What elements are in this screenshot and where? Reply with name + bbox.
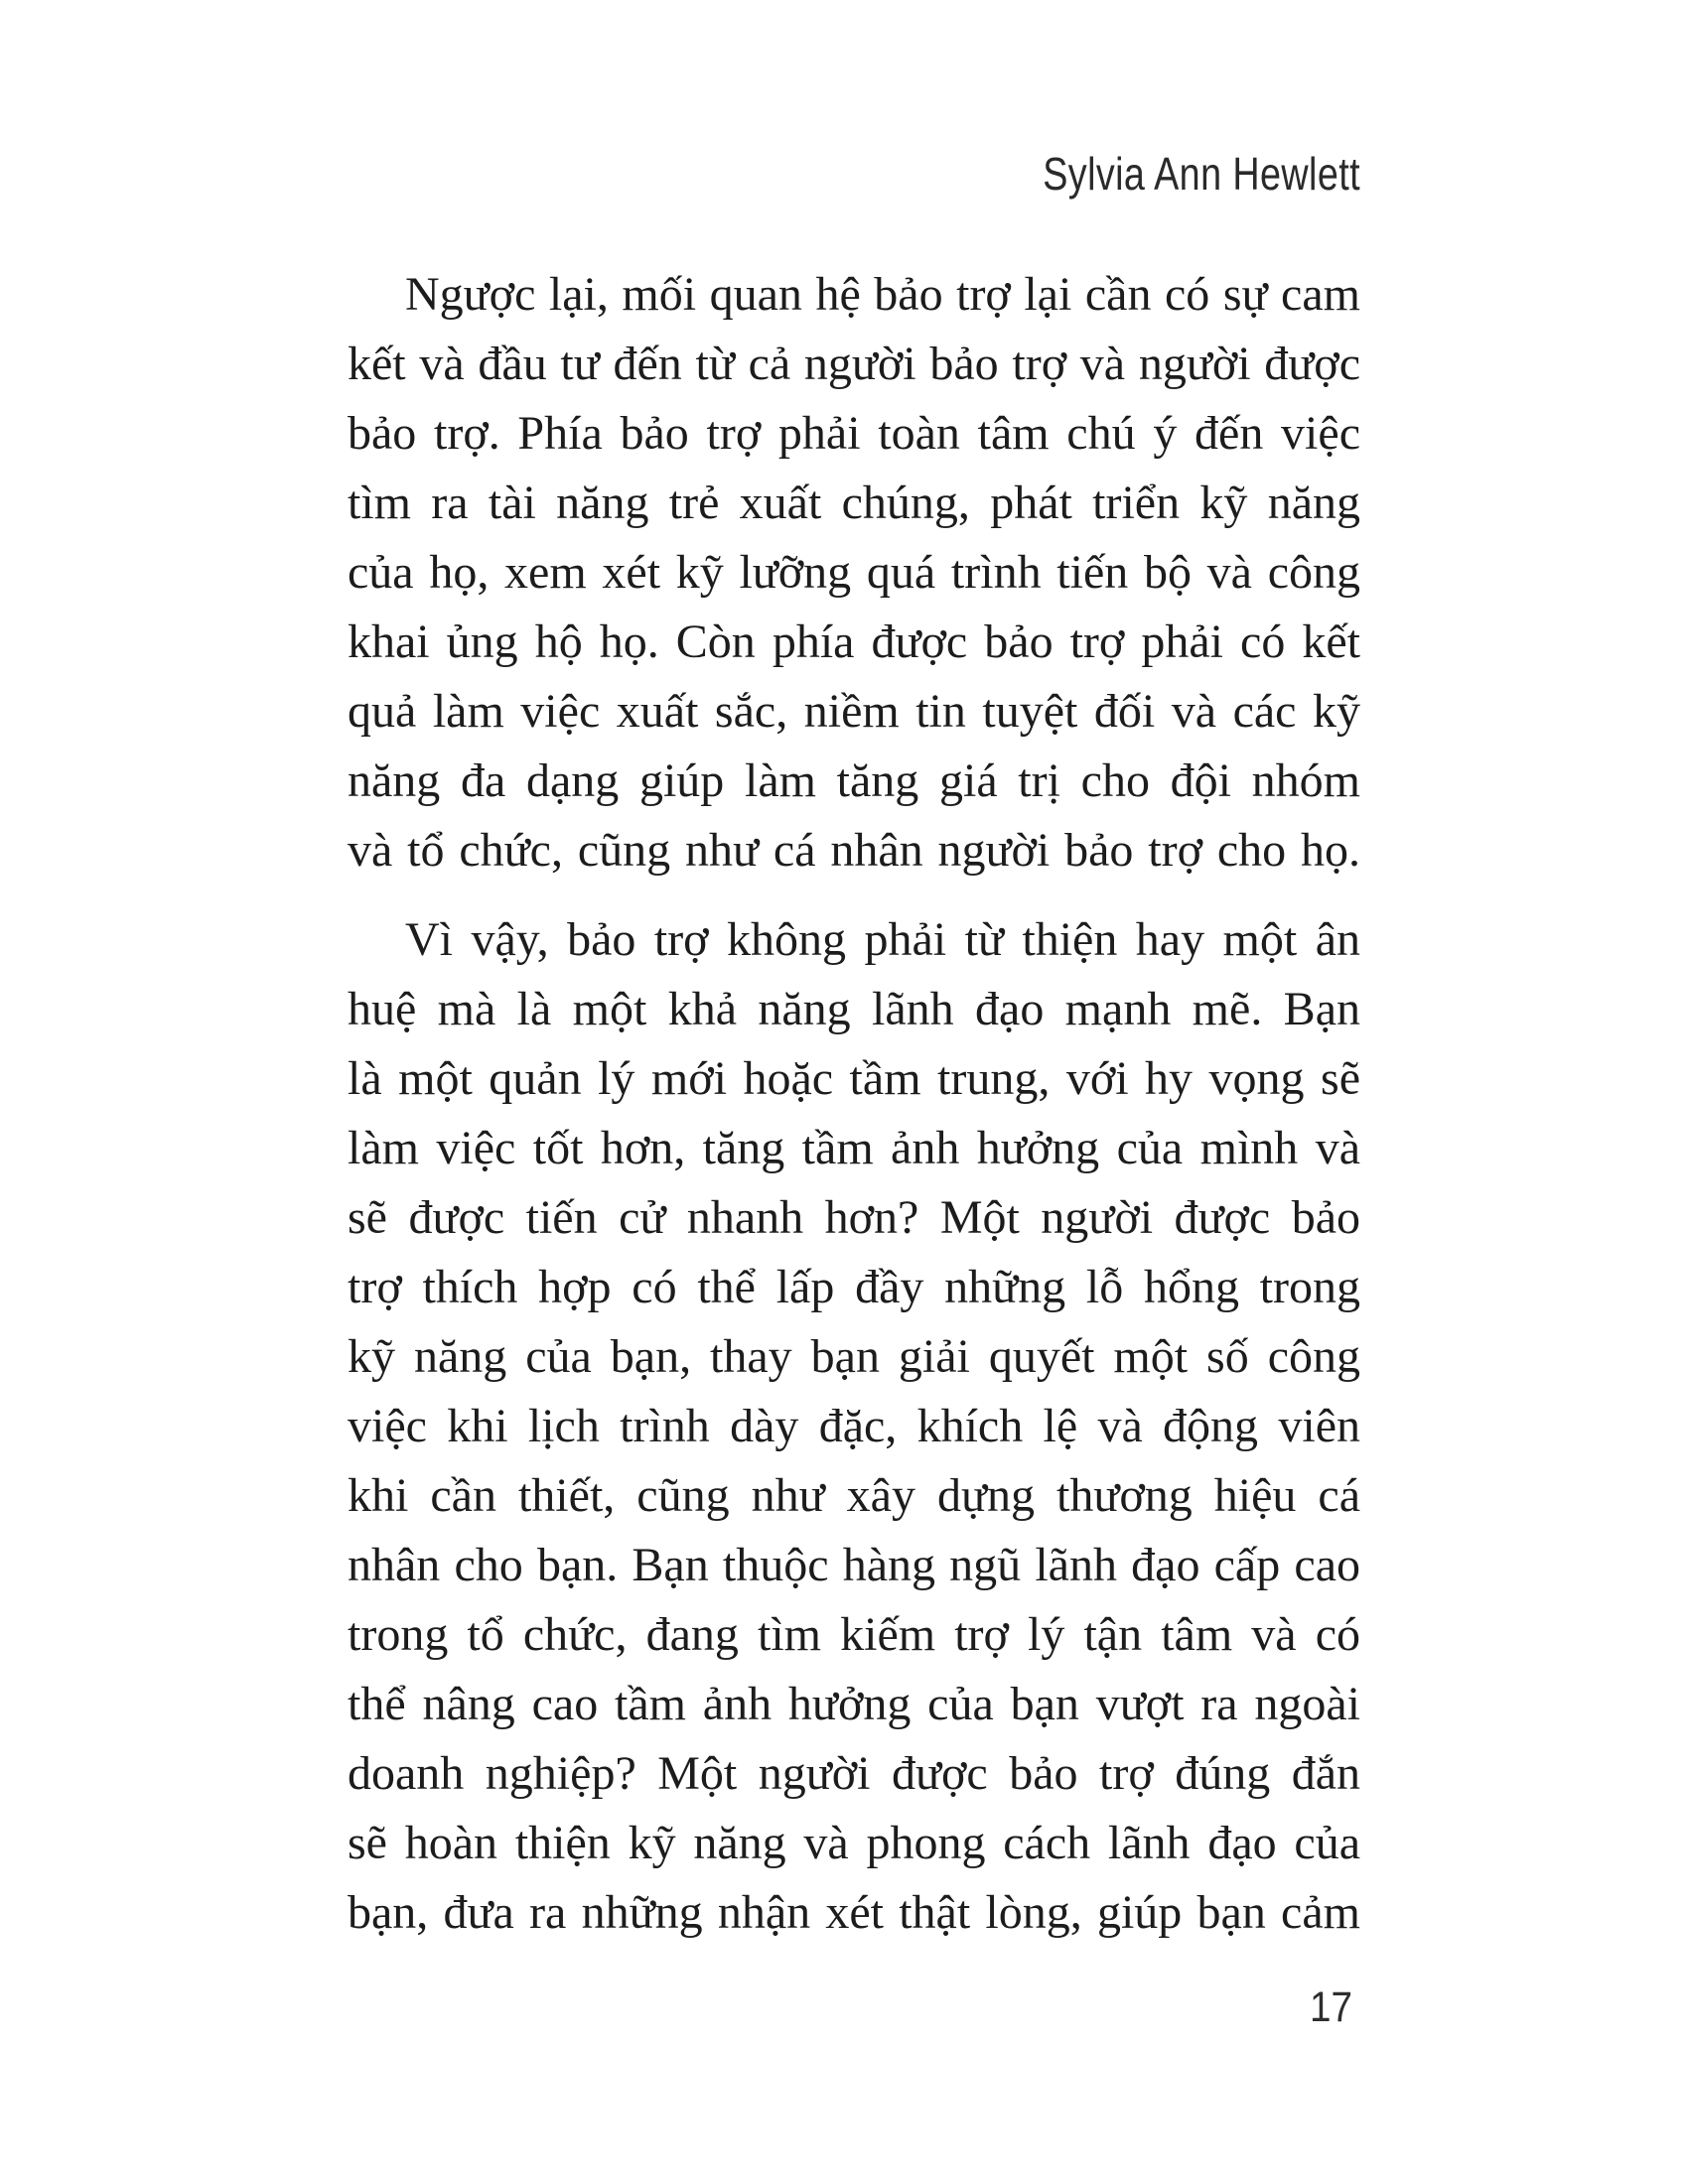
- text-line: khi cần thiết, cũng như xây dựng thương hiệu cá: [348, 1469, 1360, 1522]
- paragraph-1: [348, 260, 1360, 886]
- text-line: khai ủng hộ họ. Còn phía được bảo trợ phải có kết: [348, 615, 1360, 668]
- text-line: làm việc tốt hơn, tăng tầm ảnh hưởng của mình và: [348, 1122, 1360, 1174]
- text-line: huệ mà là một khả năng lãnh đạo mạnh mẽ. Bạn: [348, 983, 1360, 1035]
- text-line: bạn, đưa ra những nhận xét thật lòng, giúp bạn cảm: [348, 1886, 1360, 1939]
- body-text: [348, 260, 1360, 1968]
- page-number: 17: [1309, 1983, 1352, 2031]
- text-line: Ngược lại, mối quan hệ bảo trợ lại cần có sự cam: [405, 268, 1360, 321]
- text-line: thể nâng cao tầm ảnh hưởng của bạn vượt ra ngoài: [348, 1678, 1360, 1730]
- text-line: doanh nghiệp? Một người được bảo trợ đúng đắn: [348, 1747, 1360, 1800]
- text-line: nhân cho bạn. Bạn thuộc hàng ngũ lãnh đạo cấp cao: [348, 1539, 1360, 1591]
- text-line: Vì vậy, bảo trợ không phải từ thiện hay một ân: [405, 913, 1360, 966]
- text-line: trợ thích hợp có thể lấp đầy những lỗ hổng trong: [348, 1261, 1360, 1313]
- text-line: bảo trợ. Phía bảo trợ phải toàn tâm chú ý đến việc: [348, 407, 1360, 460]
- text-line: kỹ năng của bạn, thay bạn giải quyết một số công: [348, 1330, 1360, 1383]
- running-header-author: Sylvia Ann Hewlett: [1043, 148, 1360, 200]
- text-line: việc khi lịch trình dày đặc, khích lệ và động viên: [348, 1400, 1360, 1452]
- text-line: kết và đầu tư đến từ cả người bảo trợ và người được: [348, 338, 1360, 390]
- text-line: là một quản lý mới hoặc tầm trung, với hy vọng sẽ: [348, 1052, 1360, 1105]
- text-line: của họ, xem xét kỹ lưỡng quá trình tiến bộ và công: [348, 546, 1360, 599]
- text-line: và tổ chức, cũng như cá nhân người bảo trợ cho họ.: [348, 824, 1360, 877]
- text-line: tìm ra tài năng trẻ xuất chúng, phát triển kỹ năng: [348, 477, 1360, 529]
- text-line: năng đa dạng giúp làm tăng giá trị cho đội nhóm: [348, 754, 1360, 807]
- text-line: quả làm việc xuất sắc, niềm tin tuyệt đối và các kỹ: [348, 685, 1360, 738]
- text-line: sẽ được tiến cử nhanh hơn? Một người được bảo: [348, 1191, 1360, 1244]
- paragraph-2: [348, 905, 1360, 1948]
- text-line: trong tổ chức, đang tìm kiếm trợ lý tận tâm và có: [348, 1608, 1360, 1661]
- text-line: sẽ hoàn thiện kỹ năng và phong cách lãnh đạo của: [348, 1817, 1360, 1869]
